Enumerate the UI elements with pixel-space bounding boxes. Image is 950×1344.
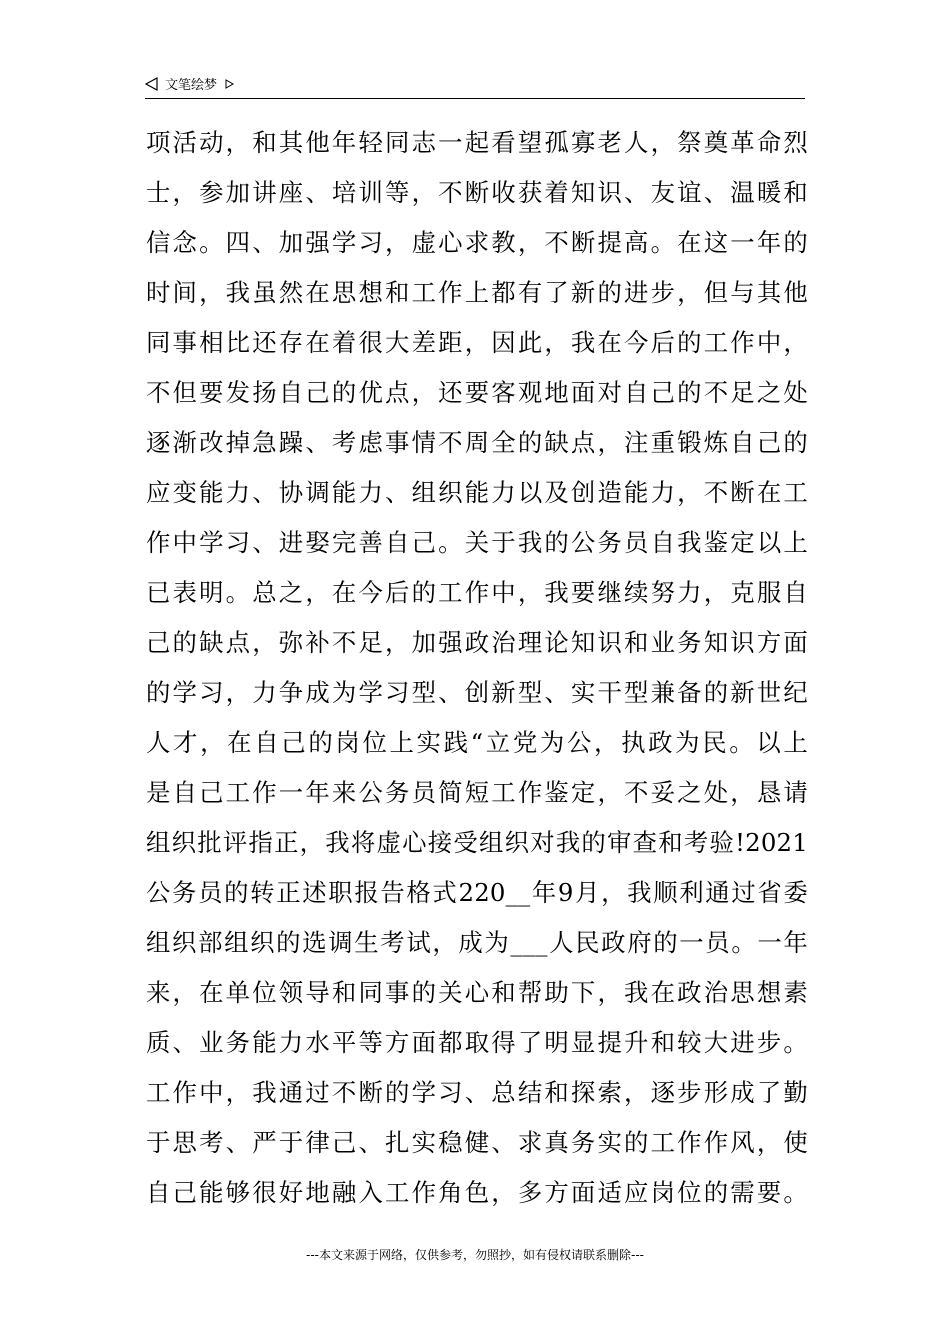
text-line: 已表明。总之，在今后的工作中，我要继续努力，克服自 — [146, 578, 808, 607]
page-header — [145, 72, 805, 99]
document-body — [146, 118, 808, 1218]
text-line: 同事相比还存在着很大差距，因此，我在今后的工作中， — [146, 328, 808, 357]
triangle-left-icon — [145, 77, 159, 91]
text-line: 不但要发扬自己的优点，还要客观地面对自己的不足之处 — [146, 378, 808, 407]
text-line: 于思考、严于律己、扎实稳健、求真务实的工作作风，使 — [146, 1128, 808, 1157]
text-line: 自己能够很好地融入工作角色，多方面适应岗位的需要。 — [146, 1178, 808, 1207]
triangle-right-icon — [225, 79, 234, 89]
text-line: 组织批评指正，我将虚心接受组织对我的审查和考验!2021 — [146, 828, 808, 857]
text-line: 质、业务能力水平等方面都取得了明显提升和较大进步。 — [146, 1028, 808, 1057]
text-line: 应变能力、协调能力、组织能力以及创造能力，不断在工 — [146, 478, 808, 507]
text-line: 公务员的转正述职报告格式220__年9月，我顺利通过省委 — [146, 878, 808, 907]
text-line: 士，参加讲座、培训等，不断收获着知识、友谊、温暖和 — [146, 178, 808, 207]
text-line: 工作中，我通过不断的学习、总结和探索，逐步形成了勤 — [146, 1078, 808, 1107]
text-line: 的学习，力争成为学习型、创新型、实干型兼备的新世纪 — [146, 678, 808, 707]
text-line: 人才，在自己的岗位上实践“立党为公，执政为民。以上 — [146, 728, 808, 757]
text-line: 组织部组织的选调生考试，成为___人民政府的一员。一年 — [146, 928, 808, 957]
text-line: 逐渐改掉急躁、考虑事情不周全的缺点，注重锻炼自己的 — [146, 428, 808, 457]
text-line: 己的缺点，弥补不足，加强政治理论知识和业务知识方面 — [146, 628, 808, 657]
text-line: 作中学习、进娶完善自己。关于我的公务员自我鉴定以上 — [146, 528, 808, 557]
header-brand-group — [145, 74, 234, 93]
text-line: 是自己工作一年来公务员简短工作鉴定，不妥之处，恳请 — [146, 778, 808, 807]
text-line: 项活动，和其他年轻同志一起看望孤寡老人，祭奠革命烈 — [146, 128, 808, 157]
text-line: 信念。四、加强学习，虚心求教，不断提高。在这一年的 — [146, 228, 808, 257]
footer-notice: ---本文来源于网络，仅供参考，勿照抄，如有侵权请联系删除--- — [306, 1248, 644, 1262]
text-line: 来，在单位领导和同事的关心和帮助下，我在政治思想素 — [146, 978, 808, 1007]
text-line: 时间，我虽然在思想和工作上都有了新的进步，但与其他 — [146, 278, 808, 307]
header-brand: 文笔绘梦 — [165, 78, 218, 93]
